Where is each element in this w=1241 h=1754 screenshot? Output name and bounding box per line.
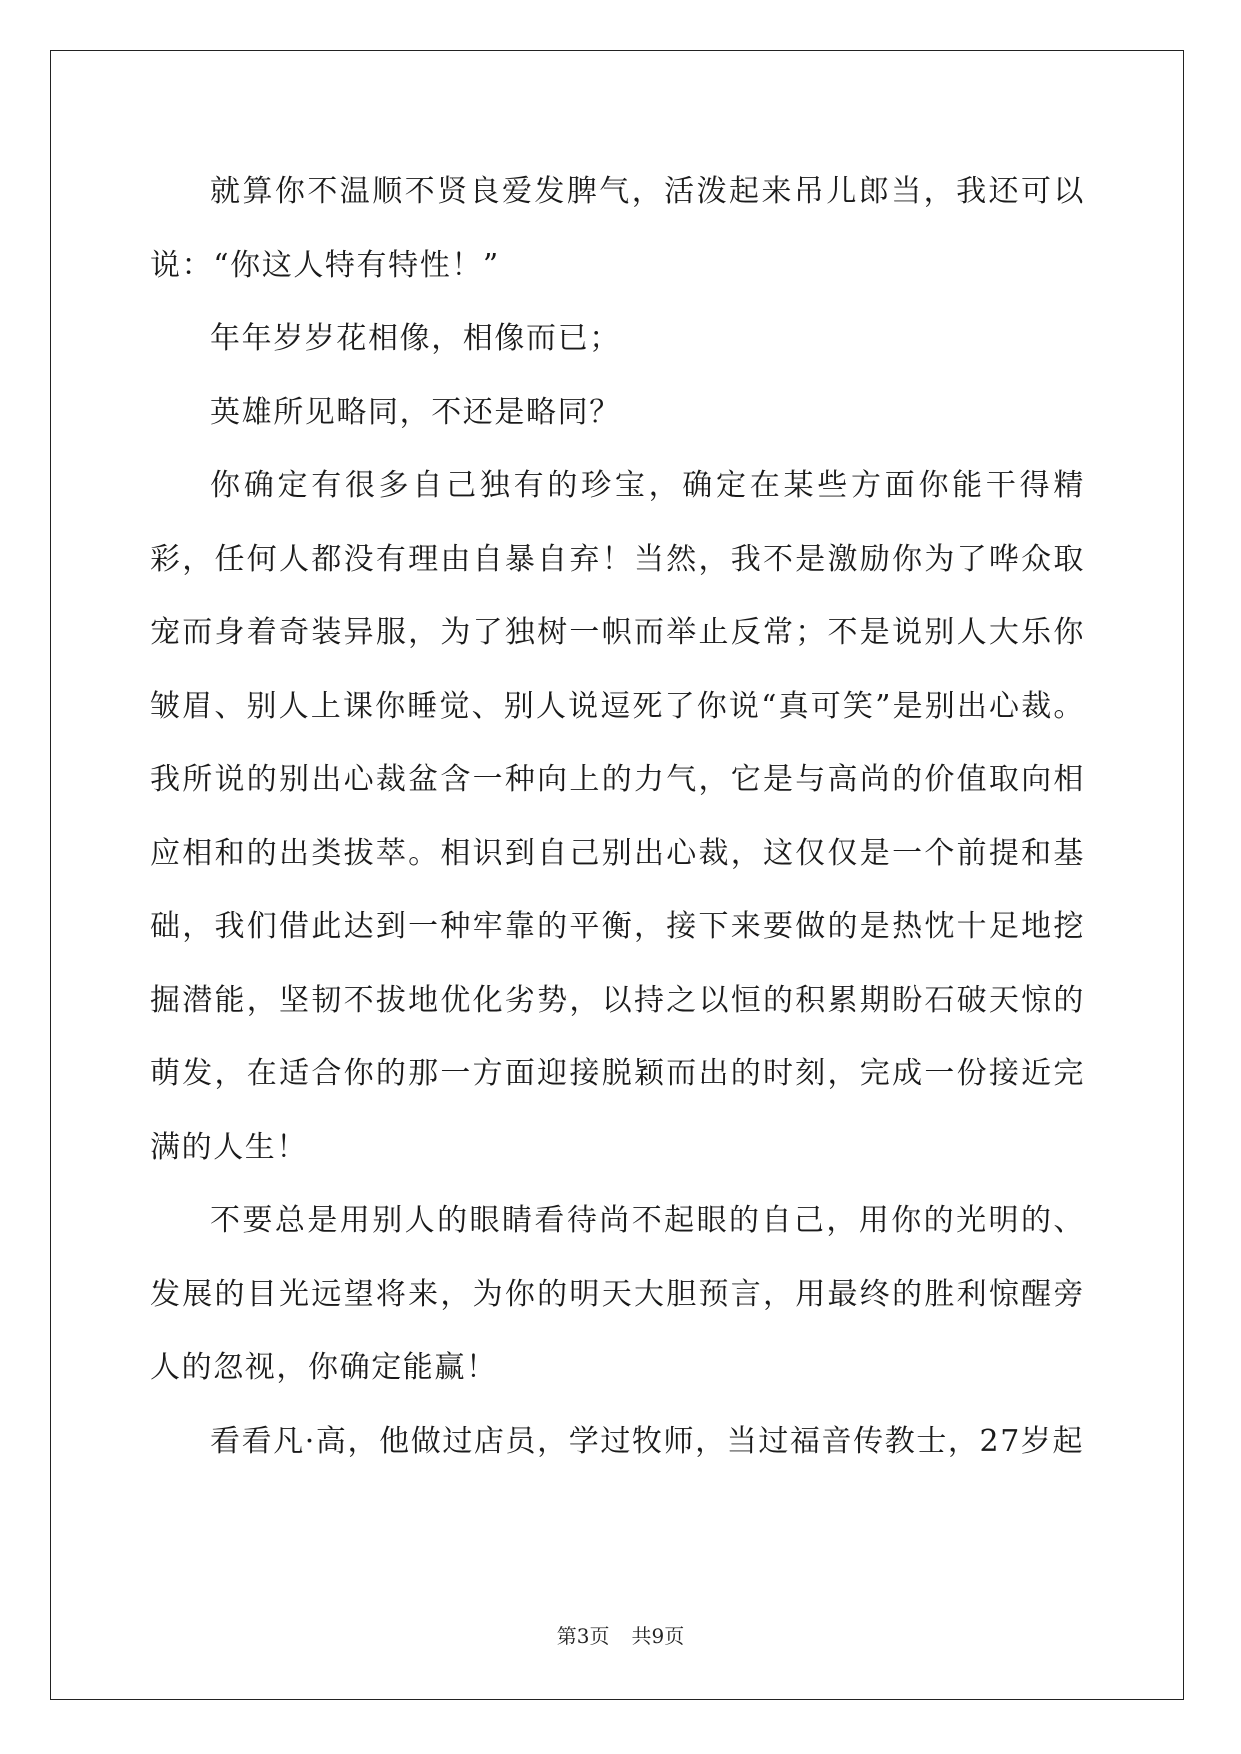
- page-number: 第3页: [556, 1624, 610, 1648]
- paragraph-5: 不要总是用别人的眼睛看待尚不起眼的自己，用你的光明的、发展的目光远望将来，为你的明天大胆预言，用最终的胜利惊醒旁人的忽视，你确定能赢！: [150, 1203, 1085, 1385]
- document-body: [150, 155, 1085, 1478]
- paragraph-6: 看看凡·高，他做过店员，学过牧师，当过福音传教士，27岁起: [210, 1423, 1085, 1459]
- paragraph-1: 就算你不温顺不贤良爱发脾气，活泼起来吊儿郎当，我还可以说：“你这人特有特性！”: [150, 174, 1085, 283]
- page-total: 共9页: [631, 1624, 685, 1648]
- page-footer: [0, 1620, 1241, 1649]
- paragraph-4: 你确定有很多自己独有的珍宝，确定在某些方面你能干得精彩，任何人都没有理由自暴自弃！当然，我不是激励你为了哗众取宠而身着奇装异服，为了独树一帜而举止反常；不是说别人大乐你皱眉、别人上课你睡觉、别人说逗死了你说“真可笑”是别出心裁。我所说的别出心裁盆含一种向上的力气，它是与高尚的价值取向相应相和的出类拔萃。相识到自己别出心裁，这仅仅是一个前提和基础，我们借此达到一种牢靠的平衡，接下来要做的是热忱十足地挖掘潜能，坚韧不拔地优化劣势，以持之以恒的积累期盼石破天惊的萌发，在适合你的那一方面迎接脱颖而出的时刻，完成一份接近完满的人生！: [150, 468, 1085, 1165]
- paragraph-3: 英雄所见略同，不还是略同？: [210, 394, 621, 430]
- paragraph-2: 年年岁岁花相像，相像而已；: [210, 321, 621, 356]
